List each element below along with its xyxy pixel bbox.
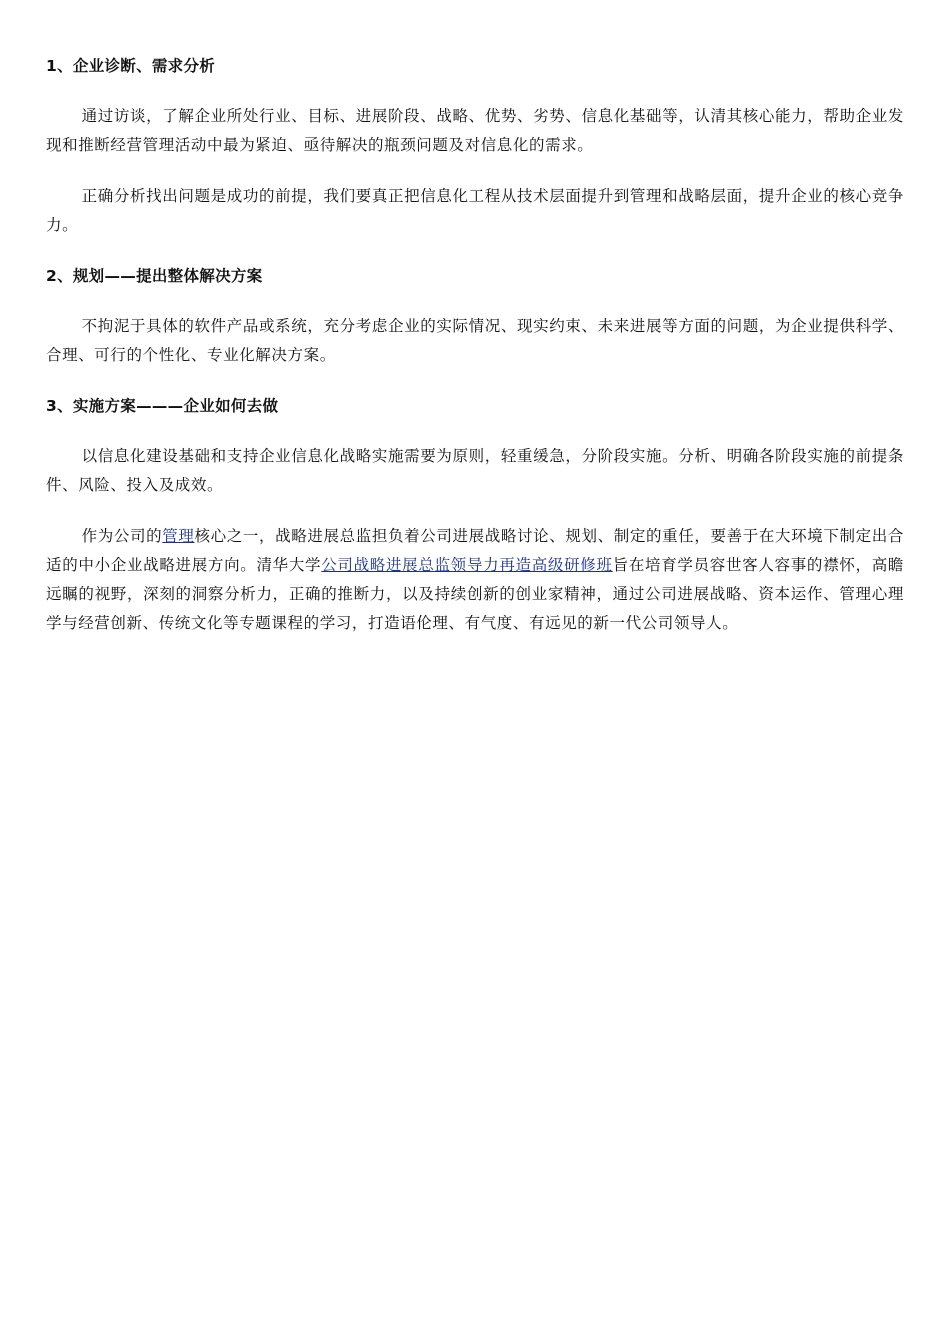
paragraph-strategy-director [46, 522, 904, 638]
section-heading-planning: 2、规划——提出整体解决方案 [46, 267, 263, 285]
paragraph-implementation-1: 以信息化建设基础和支持企业信息化战略实施需要为原则，轻重缓急，分阶段实施。分析、明确各阶段实施的前提条件、风险、投入及成效。 [46, 447, 904, 494]
paragraph-diagnosis-1: 通过访谈，了解企业所处行业、目标、进展阶段、战略、优势、劣势、信息化基础等，认清其核心能力，帮助企业发现和推断经营管理活动中最为紧迫、亟待解决的瓶颈问题及对信息化的需求。 [46, 107, 904, 154]
section-heading-implementation: 3、实施方案———企业如何去做 [46, 397, 279, 415]
section-heading-diagnosis: 1、企业诊断、需求分析 [46, 57, 216, 75]
paragraph-diagnosis-2: 正确分析找出问题是成功的前提，我们要真正把信息化工程从技术层面提升到管理和战略层面，提升企业的核心竞争力。 [46, 187, 904, 234]
text-segment-2: 核心之一，战略进展总监担负着公司进展战略讨论、规划、制定的重任，要善于在大环境下制定出合适的中小企业战略进展方向。清华大学 [46, 527, 904, 574]
link-strategy-course[interactable]: 公司战略进展总监领导力再造高级研修班 [321, 556, 613, 574]
paragraph-planning-1: 不拘泥于具体的软件产品或系统，充分考虑企业的实际情况、现实约束、未来进展等方面的问题，为企业提供科学、合理、可行的个性化、专业化解决方案。 [46, 317, 904, 364]
document-page [46, 52, 904, 660]
link-management[interactable]: 管理 [162, 527, 195, 545]
text-segment-3: 旨在培育学员容世客人容事的襟怀，高瞻远瞩的视野，深刻的洞察分析力，正确的推断力，以及持续创新的创业家精神，通过公司进展战略、资本运作、管理心理学与经营创新、传统文化等专题课程的学习，打造语伦理、有气度、有远见的新一代公司领导人。 [46, 556, 904, 632]
text-segment-1: 作为公司的 [81, 527, 163, 545]
